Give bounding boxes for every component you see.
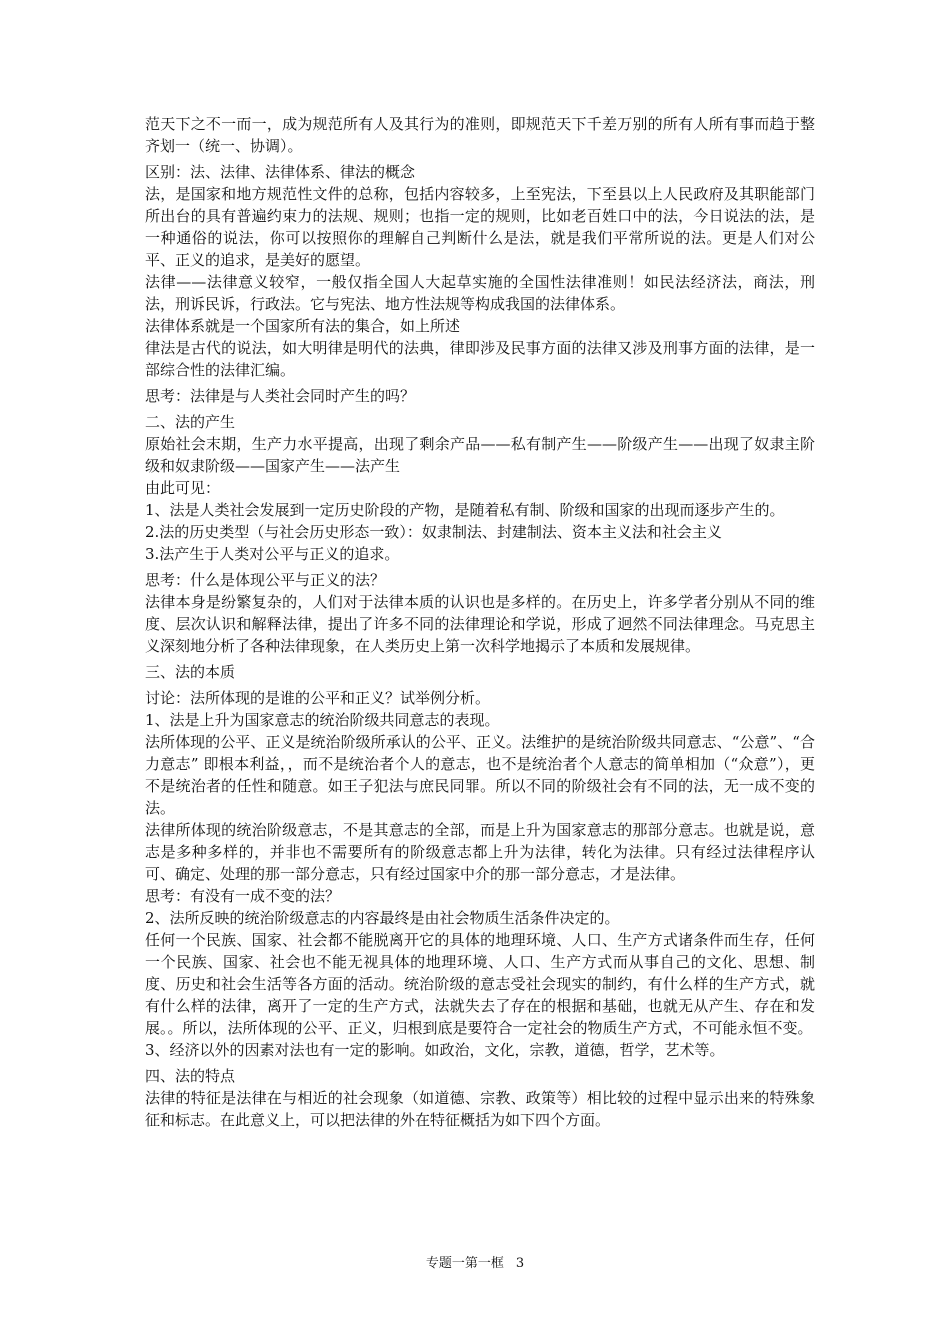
document-body	[145, 113, 815, 1131]
paragraph-essence-2: 2、法所反映的统治阶级意志的内容最终是由社会物质生活条件决定的。	[145, 909, 620, 927]
paragraph-marxism: 法律本身是纷繁复杂的，人们对于法律本质的认识也是多样的。在历史上，许多学者分别从不同的维度、层次认识和解释法律，提出了许多不同的法律理论和学说，形成了迥然不同法律理念。马克思主义深刻地分析了各种法律现象，在人类历史上第一次科学地揭示了本质和发展规律。	[145, 593, 815, 655]
paragraph-question-origin: 思考：法律是与人类社会同时产生的吗？	[145, 387, 416, 405]
paragraph-intro: 范天下之不一而一，成为规范所有人及其行为的准则，即规范天下千差万别的所有人所有事而趋于整齐划一（统一、协调）。	[145, 115, 815, 155]
section-heading-features: 四、法的特点	[145, 1067, 236, 1085]
paragraph-falv-definition: 法律——法律意义较窄，一般仅指全国人大起草实施的全国性法律准则！如民法经济法，商法，刑法，刑诉民诉，行政法。它与宪法、地方性法规等构成我国的法律体系。	[145, 273, 815, 313]
paragraph-point-3: 3.法产生于人类对公平与正义的追求。	[145, 545, 400, 563]
paragraph-origin-chain: 原始社会末期，生产力水平提高，出现了剩余产品——私有制产生——阶级产生——出现了奴隶主阶级和奴隶阶级——国家产生——法产生	[145, 435, 815, 475]
page-number: 3	[515, 1256, 525, 1271]
paragraph-distinction-heading: 区别：法、法律、法律体系、律法的概念	[145, 163, 416, 181]
paragraph-point-2: 2.法的历史类型（与社会历史形态一致）：奴隶制法、封建制法、资本主义法和社会主义	[145, 523, 722, 541]
paragraph-fa-definition: 法，是国家和地方规范性文件的总称，包括内容较多，上至宪法，下至县以上人民政府及其职能部门所出台的具有普遍约束力的法规、规则；也指一定的规则，比如老百姓口中的法，今日说法的法，是一种通俗的说法，你可以按照你的理解自己判断什么是法，就是我们平常所说的法。更是人们对公平、正义的追求，是美好的愿望。	[145, 185, 815, 269]
paragraph-lvfa-definition: 律法是古代的说法，如大明律是明代的法典，律即涉及民事方面的法律又涉及刑事方面的法律，是一部综合性的法律汇编。	[145, 339, 815, 379]
paragraph-question-unchanging: 思考：有没有一成不变的法？	[145, 887, 341, 905]
paragraph-point-1: 1、法是人类社会发展到一定历史阶段的产物，是随着私有制、阶级和国家的出现而逐步产生的。	[145, 501, 785, 519]
paragraph-features: 法律的特征是法律在与相近的社会现象（如道德、宗教、政策等）相比较的过程中显示出来的特殊象征和标志。在此意义上，可以把法律的外在特征概括为如下四个方面。	[145, 1089, 815, 1129]
paragraph-common-will: 法所体现的公平、正义是统治阶级所承认的公平、正义。法维护的是统治阶级共同意志、“公意”、“合力意志” 即根本利益，，而不是统治者个人的意志，也不是统治者个人意志的简单相加（“众意”），更不是统治者的任性和随意。如王子犯法与庶民同罪。所以不同的阶级社会有不同的法，无一成不变的法。	[145, 733, 815, 817]
section-heading-origin: 二、法的产生	[145, 413, 236, 431]
paragraph-legal-system: 法律体系就是一个国家所有法的集合，如上所述	[145, 317, 461, 335]
paragraph-question-justice: 思考：什么是体现公平与正义的法？	[145, 571, 386, 589]
section-heading-essence: 三、法的本质	[145, 663, 236, 681]
paragraph-conclusion-intro: 由此可见：	[145, 479, 221, 497]
paragraph-essence-3: 3、经济以外的因素对法也有一定的影响。如政治，文化，宗教，道德，哲学，艺术等。	[145, 1041, 725, 1059]
paragraph-material-conditions: 任何一个民族、国家、社会都不能脱离开它的具体的地理环境、人口、生产方式诸条件而生存，任何一个民族、国家、社会也不能无视具体的地理环境、人口、生产方式而从事自己的文化、思想、制度、历史和社会生活等各方面的活动。统治阶级的意志受社会现实的制约，有什么样的生产方式，就有什么样的法律，离开了一定的生产方式，法就失去了存在的根据和基础，也就无从产生、存在和发展。。所以，法所体现的公平、正义，归根到底是要符合一定社会的物质生产方式，不可能永恒不变。	[145, 931, 815, 1037]
paragraph-essence-1: 1、法是上升为国家意志的统治阶级共同意志的表现。	[145, 711, 500, 729]
footer-label: 专题一第一框	[425, 1256, 504, 1271]
paragraph-state-will: 法律所体现的统治阶级意志，不是其意志的全部，而是上升为国家意志的那部分意志。也就是说，意志是多种多样的，并非也不需要所有的阶级意志都上升为法律，转化为法律。只有经过法律程序认可、确定、处理的那一部分意志，只有经过国家中介的那一部分意志，才是法律。	[145, 821, 815, 883]
paragraph-discussion: 讨论：法所体现的是谁的公平和正义？试举例分析。	[145, 689, 491, 707]
page-footer	[0, 1252, 950, 1271]
